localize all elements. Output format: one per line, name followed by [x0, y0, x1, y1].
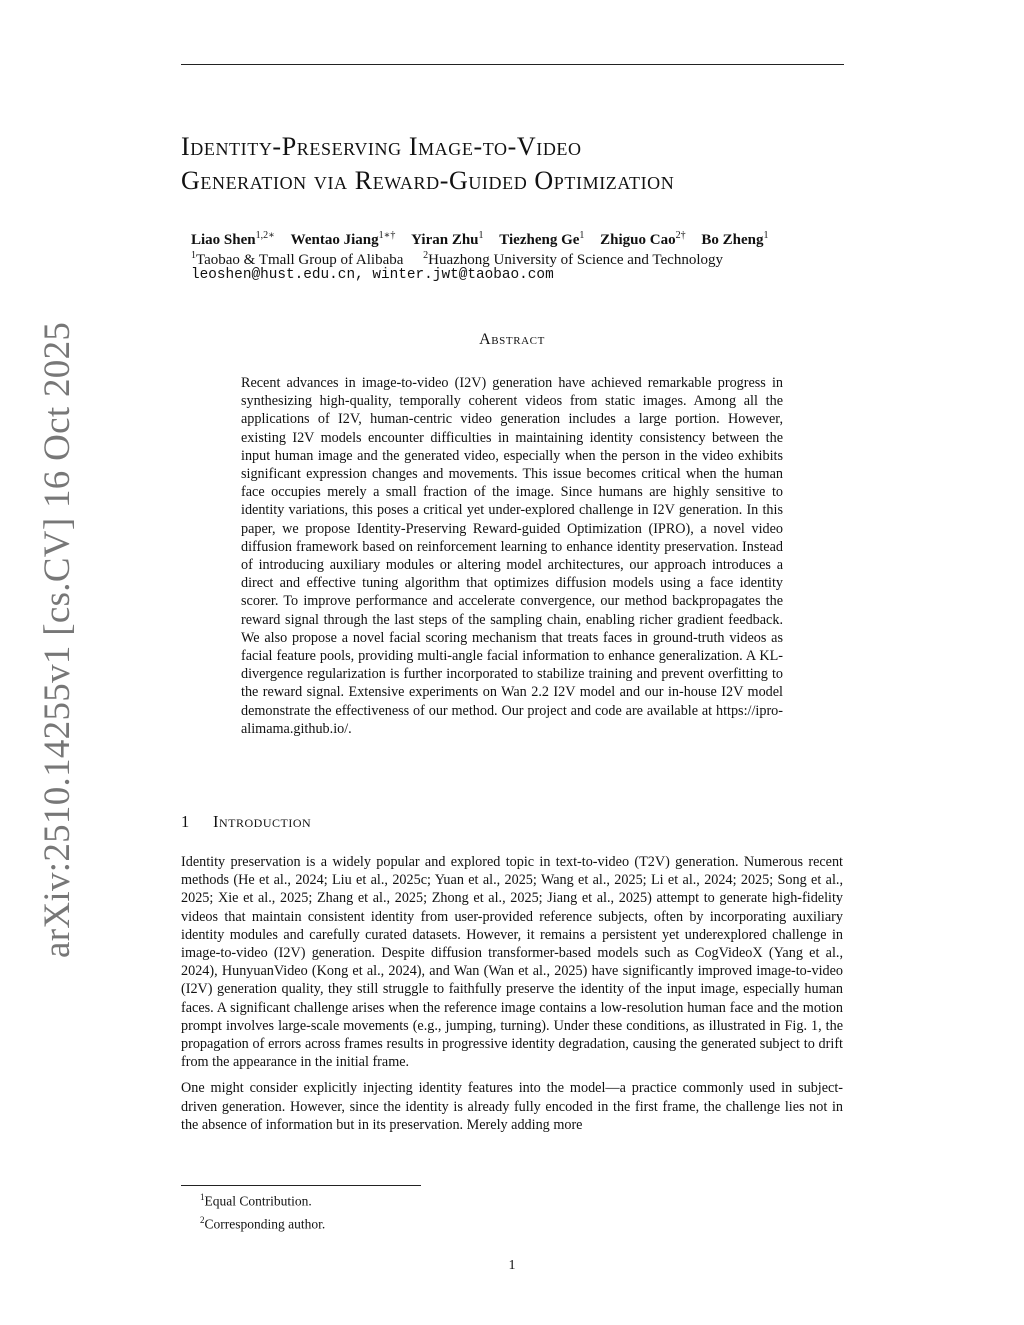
- author: Zhiguo Cao$^{2\dagger}$: [600, 230, 686, 248]
- paragraph: Identity preservation is a widely popular and explored topic in text-to-video (T2V) generation. Numerous recent methods (He et al., 2024; Liu et al., 2025c; Yuan et al., 2025; Wang et al., 2025; Li et al., 2024; 2025; Song et al., 2025; Xie et al., 2025; Zhang et al., 2025; Zhong et al., 2025; Jiang et al., 2025) attempt to generate high-fidelity videos that maintain consistent identity from user-provided reference subjects, often by incorporating auxiliary identity modules and carefully curated datasets. However, it remains a persistent yet underexplored challenge in image-to-video (I2V) generation. Despite diffusion transformer-based models such as CogVideoX (Yang et al., 2024), HunyuanVideo (Kong et al., 2024), and Wan (Wan et al., 2025) have significantly improved image-to-video (I2V) generation quality, they still struggle to faithfully preserve the identity of the input image, especially human faces. A significant challenge arises when the reference image contains a low-resolution human face and the motion prompt involves large-scale movements (e.g., jumping, turning). Under these conditions, as illustrated in Fig. 1, the propagation of errors across frames results in progressive identity degradation, causing the generated subject to drift from the appearance in the initial frame.: [181, 854, 843, 1071]
- author: Wentao Jiang$^{1∗\dagger}$: [290, 230, 396, 248]
- page-number: 1: [508, 1258, 516, 1273]
- section-heading: [181, 812, 311, 832]
- paragraph: One might consider explicitly injecting identity features into the model—a practice commonly used in subject-driven generation. However, since the identity is already fully encoded in the first frame, the challenge lies not in the absence of information but in its preservation. Merely adding more: [181, 1080, 843, 1133]
- affiliation: $^1$Taobao & Tmall Group of Alibaba: [191, 250, 404, 268]
- abstract-body: Recent advances in image-to-video (I2V) generation have achieved remarkable progress in synthesizing high-quality, temporally coherent videos from static images. Among all the applications of I2V, human-centric video generation includes a large portion. However, existing I2V models encounter difficulties in maintaining identity consistency between the input human image and the generated video, especially when the person in the video exhibits significant expression changes and movements. This issue becomes critical when the human face occupies merely a small fraction of the image. Since humans are highly sensitive to identity variations, this poses a critical yet under-explored challenge in I2V generation. In this paper, we propose Identity-Preserving Reward-guided Optimization (IPRO), a novel video diffusion framework based on reinforcement learning to enhance identity preservation. Instead of introducing auxiliary modules or altering model architectures, our approach introduces a direct and effective tuning algorithm that optimizes diffusion models using a face identity scorer. To improve performance and accelerate convergence, our method backpropagates the reward signal through the last steps of the sampling chain, enabling richer gradient feedback. We also propose a novel facial scoring mechanism that treats faces in ground-truth videos as facial feature pools, providing multi-angle facial information to enhance generalization. A KL-divergence regularization is further incorporated to stabilize training and prevent overfitting to the reward signal. Extensive experiments on Wan 2.2 I2V model and our in-house I2V model demonstrate the effectiveness of our method. Our project and code are available at https://ipro-alimama.github.io/.: [241, 375, 783, 737]
- abstract-heading: Abstract: [479, 331, 545, 348]
- footnote: $^1$Equal Contribution.: [200, 1192, 312, 1209]
- introduction-body: [181, 853, 843, 1142]
- author-emails[interactable]: leoshen@hust.edu.cn, winter.jwt@taobao.com: [191, 267, 554, 283]
- section-title: Introduction: [213, 812, 312, 831]
- footnote-rule: [181, 1185, 421, 1186]
- section-number: 1: [181, 812, 190, 831]
- arxiv-identifier[interactable]: arXiv:2510.14255v1 [cs.CV] 16 Oct 2025: [37, 321, 78, 958]
- author: Tiezheng Ge$^1$: [499, 230, 585, 248]
- top-rule: [181, 64, 844, 65]
- paper-title: [181, 130, 861, 198]
- title-line-1: Identity-Preserving Image-to-Video: [181, 132, 582, 161]
- footnote: $^2$Corresponding author.: [200, 1214, 326, 1231]
- footnotes: [200, 1188, 325, 1233]
- affiliation: $^2$Huazhong University of Science and Technology: [423, 250, 723, 268]
- title-line-2: Generation via Reward-Guided Optimization: [181, 166, 675, 195]
- author: Liao Shen$^{1,2∗}$: [191, 230, 275, 248]
- author: Yiran Zhu$^1$: [411, 230, 484, 248]
- author: Bo Zheng$^1$: [701, 230, 769, 248]
